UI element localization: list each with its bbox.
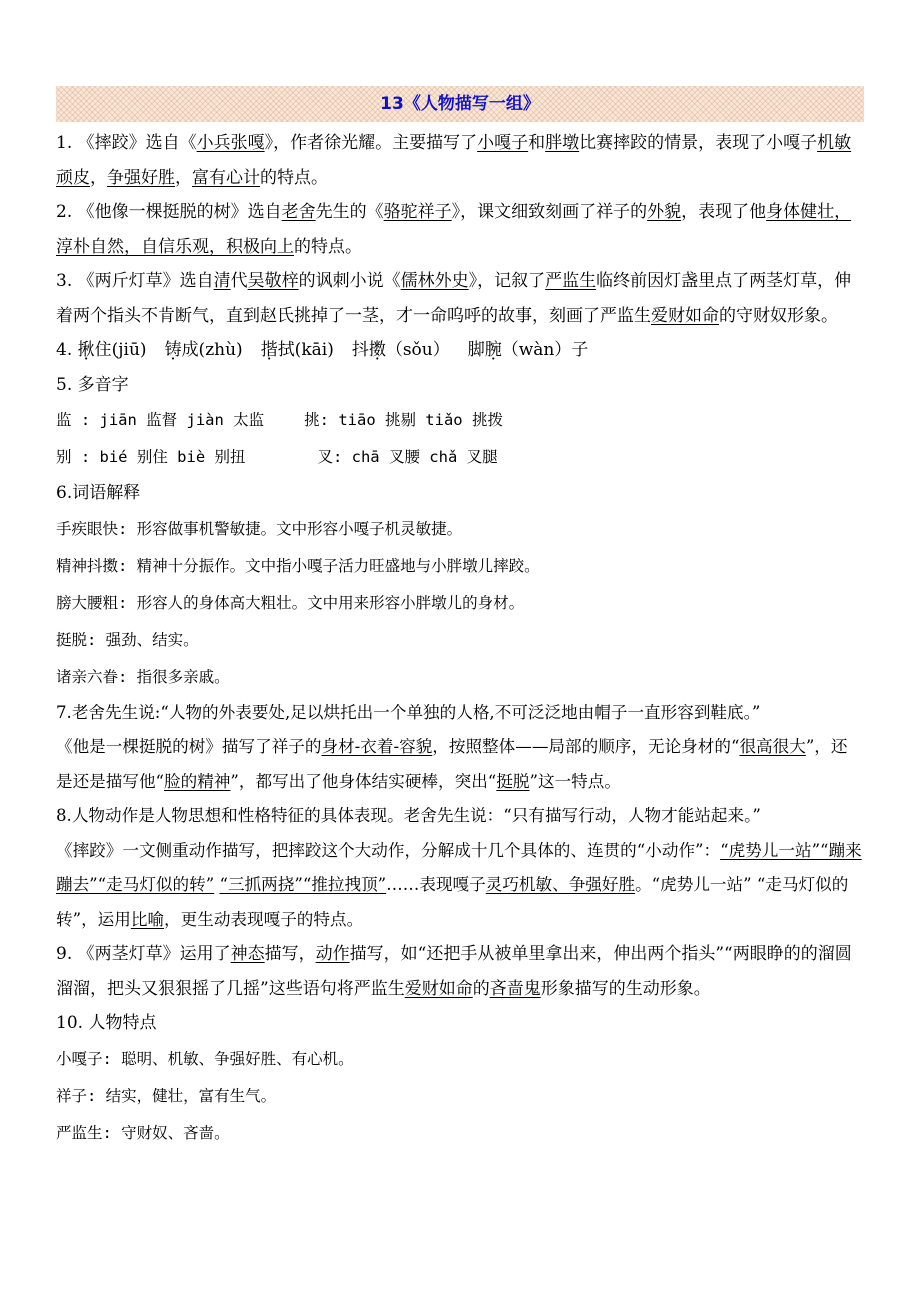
- polyphone-row-2: [56, 439, 864, 476]
- paragraph-9: [56, 937, 864, 1006]
- underlined-text: 小兵张嘎: [196, 133, 265, 153]
- paragraph-2: [56, 195, 864, 264]
- document-title: 13《人物描写一组》: [56, 86, 864, 122]
- underlined-text: 富有心计: [192, 167, 260, 188]
- underlined-text: 清: [213, 271, 231, 291]
- text: ，更生动表现嘎子的特点。: [164, 909, 364, 929]
- text: 9. 《两茎灯草》运用了: [56, 944, 231, 964]
- underlined-text: 骆驼祥子: [383, 202, 452, 222]
- text: 的守财奴形象。: [719, 305, 838, 326]
- text: 。“虎势儿一站” “走马灯似的转”，运用: [56, 875, 849, 929]
- text: 的: [472, 978, 490, 999]
- text: （wàn）子: [501, 340, 589, 360]
- definition-4: 挺脱: 强劲、结实。: [56, 630, 199, 649]
- text: 的讽刺小说《: [298, 271, 401, 291]
- heading-definitions: 6.词语解释: [56, 483, 141, 503]
- text: 3. 《两斤灯草》选自: [56, 271, 214, 291]
- text: （sǒu）: [385, 340, 450, 360]
- text: 描写，: [264, 944, 316, 964]
- text: 先生的《: [315, 202, 384, 222]
- text: 别 : bié 别住 biè 别扭: [56, 448, 246, 466]
- underlined-text: 老舍: [281, 202, 316, 222]
- text: ”，还是还是描写他“: [56, 737, 848, 791]
- text: 挑: tiāo 挑剔 tiǎo 挑拨: [304, 411, 503, 429]
- text: 代: [230, 271, 248, 291]
- dotted-char: 揪: [77, 340, 95, 360]
- text: ，: [90, 167, 107, 188]
- dotted-char: 腕: [484, 340, 502, 360]
- definition-3: 膀大腰粗: 形容人的身体高大粗壮。文中用来形容小胖墩儿的身材。: [56, 593, 525, 612]
- underlined-text: 挺脱: [496, 771, 530, 791]
- underlined-text: 很高很大: [739, 737, 806, 756]
- paragraph-1: [56, 126, 864, 195]
- text: 》，作者徐光耀。主要描写了: [264, 133, 478, 153]
- text: 》，课文细致刻画了祥子的: [451, 202, 648, 222]
- item-number: 4.: [56, 340, 73, 360]
- text: 描写，如“还把手从被单里拿出来，伸出两个指头”“两眼睁的的溜圆溜溜，把头又狠狠摇了几摇”这些语句将严监生: [56, 944, 852, 999]
- dotted-char: 擞: [368, 340, 386, 360]
- text: 《他是一棵挺脱的树》描写了祥子的: [56, 737, 322, 756]
- dotted-char: 揩: [260, 340, 278, 360]
- underlined-text: “三抓两挠”“推拉拽顶”: [219, 875, 387, 894]
- underlined-text: 争强好胜: [107, 167, 175, 188]
- underlined-text: 比喻: [130, 909, 165, 929]
- definition-5: 诸亲六眷: 指很多亲戚。: [56, 667, 230, 686]
- text: ”，都写出了他身体结实硬棒，突出“: [230, 771, 497, 791]
- underlined-text: 神态: [230, 944, 265, 964]
- text: 8.人物动作是人物思想和性格特征的具体表现。老舍先生说：“只有描写行动，人物才能站起来。”: [56, 806, 761, 825]
- definition-1: 手疾眼快: 形容做事机警敏捷。文中形容小嘎子机灵敏捷。: [56, 519, 463, 538]
- underlined-text: “虎势儿一站”“蹦来蹦去”“走马灯似的转”: [56, 840, 862, 894]
- text: 监 : jiān 监督 jiàn 太监: [56, 411, 265, 429]
- text: ”这一特点。: [529, 771, 621, 791]
- definition-2: 精神抖擞: 精神十分振作。文中指小嘎子活力旺盛地与小胖墩儿摔跤。: [56, 556, 540, 575]
- text: 7.老舍先生说:“人物的外表要处,足以烘托出一个单独的人格,不可泛泛地由帽子一直形容到鞋底。”: [56, 702, 761, 722]
- paragraph-7: [56, 696, 864, 800]
- paragraph-8: [56, 799, 864, 937]
- underlined-text: 身体健壮，淳朴自然，自信乐观，积极向上: [56, 202, 852, 257]
- text: 成(zhù): [181, 340, 243, 360]
- text: ……表现嘎子: [386, 875, 486, 894]
- text: 和: [528, 133, 546, 153]
- document-page: [56, 86, 864, 1152]
- text: 叉: chā 叉腰 chǎ 叉腿: [317, 448, 498, 466]
- dotted-char: 铸: [164, 340, 182, 360]
- text: 抖: [351, 340, 369, 360]
- underlined-text: 脸的精神: [164, 771, 231, 791]
- text: 脚: [467, 340, 485, 360]
- underlined-text: 灵巧机敏、争强好胜: [485, 875, 636, 894]
- underlined-text: 吝啬鬼: [489, 978, 541, 999]
- text: 《摔跤》一文侧重动作描写，把摔跤这个大动作，分解成十几个具体的、连贯的“小动作”：: [56, 840, 721, 860]
- text: 2. 《他像一棵挺脱的树》选自: [56, 202, 282, 222]
- text: 的特点。: [260, 167, 328, 188]
- paragraph-3: [56, 264, 864, 333]
- underlined-text: 爱财如命: [651, 305, 719, 326]
- polyphone-row-1: [56, 402, 864, 439]
- trait-1: 小嘎子: 聪明、机敏、争强好胜、有心机。: [56, 1049, 354, 1068]
- underlined-text: 外貌: [647, 202, 682, 222]
- underlined-text: 爱财如命: [404, 978, 473, 999]
- paragraph-4-pronunciation: [56, 333, 864, 368]
- text: 住(jiū): [94, 340, 147, 360]
- text: 1. 《摔跤》选自《: [56, 133, 197, 153]
- text: 比赛摔跤的情景，表现了小嘎子: [579, 133, 818, 153]
- underlined-text: 严监生: [545, 271, 597, 291]
- trait-2: 祥子: 结实，健壮，富有生气。: [56, 1086, 277, 1105]
- underlined-text: 胖墩: [545, 133, 580, 153]
- underlined-text: 机敏顽皮: [56, 133, 852, 188]
- underlined-text: 儒林外史: [400, 271, 469, 291]
- underlined-text: 吴敬梓: [247, 271, 299, 291]
- underlined-text: 小嘎子: [477, 133, 529, 153]
- text: ，: [175, 167, 192, 188]
- text: 拭(kāi): [277, 340, 334, 360]
- text: 临终前因灯盏里点了两茎灯草，伸着两个指头不肯断气，直到赵氏挑掉了一茎，才一命呜呼的故事，刻画了严监生: [56, 271, 852, 326]
- underlined-text: 身材-衣着-容貌: [321, 737, 433, 756]
- trait-3: 严监生: 守财奴、吝啬。: [56, 1123, 230, 1142]
- underlined-text: 动作: [315, 944, 350, 964]
- text: 形象描写的生动形象。: [540, 978, 711, 999]
- text: 的特点。: [294, 236, 362, 257]
- heading-polyphones: 5. 多音字: [56, 374, 129, 395]
- text: 》，记叙了: [468, 271, 546, 291]
- text: ，按照整体——局部的顺序，无论身材的“: [432, 737, 740, 756]
- heading-traits: 10. 人物特点: [56, 1013, 157, 1033]
- text: ，表现了他: [681, 202, 767, 222]
